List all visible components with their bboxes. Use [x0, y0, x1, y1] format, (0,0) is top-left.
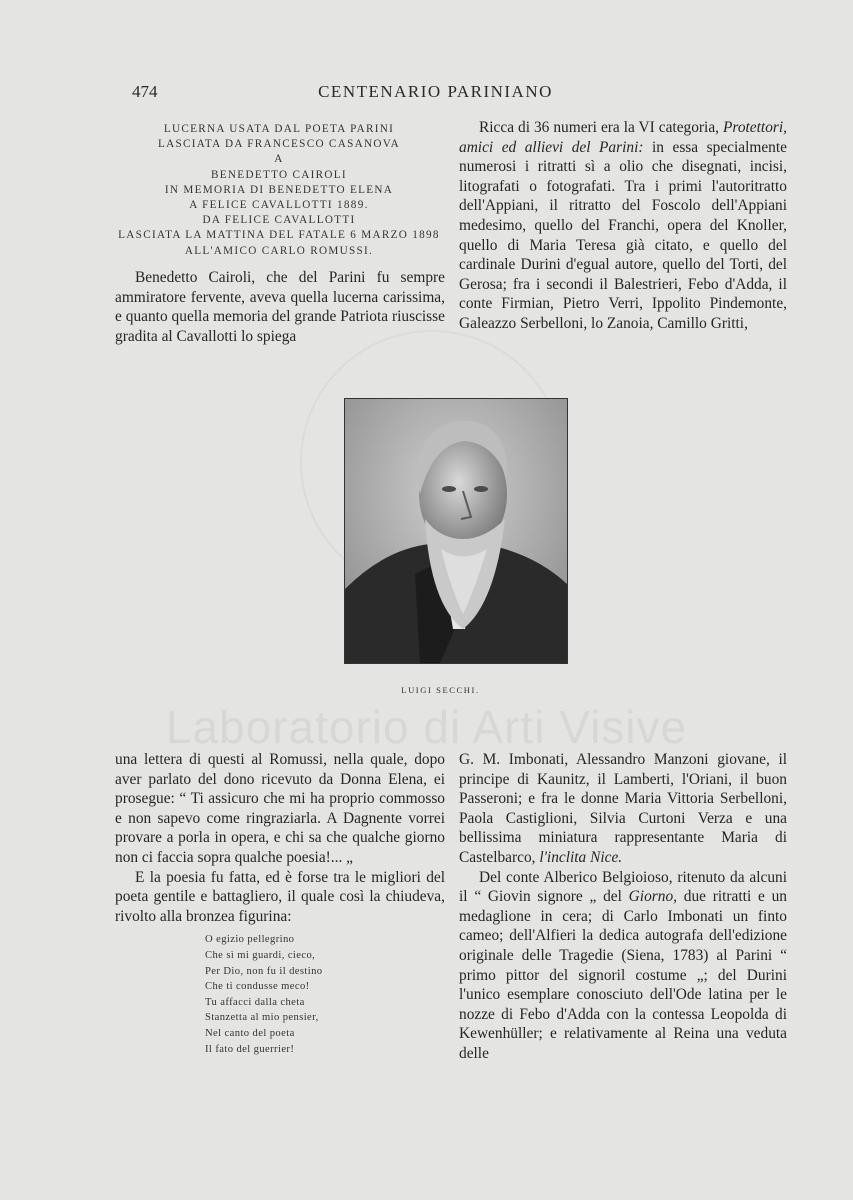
inscription-line: BENEDETTO CAIROLI	[211, 168, 347, 181]
paragraph	[459, 750, 787, 868]
inscription-line: A FELICE CAVALLOTTI 1889.	[189, 199, 369, 212]
italic-run: Protettori, amici ed allievi del Parini:	[459, 119, 787, 156]
text-run: Del conte Alberico Belgioioso, ritenuto da alcuni il “ Giovin signore „ del	[459, 868, 787, 906]
poem-line: Che ti condusse meco!	[205, 981, 310, 993]
inscription-line: A	[274, 153, 284, 166]
running-title: CENTENARIO PARINIANO	[318, 82, 553, 101]
portrait-caption: LUIGI SECCHI.	[401, 685, 480, 695]
page-header	[0, 82, 853, 106]
text-run: in essa specialmente numerosi i ritratti sì a olio che disegnati, incisi, litografati o fotografati. Tra i primi l'autoritratto dell'Appiani, il ritratto del Foscolo dell'Appiani medesimo, quello del Franchi, opera del Knoller, quello di Maria Teresa già citato, e quello del cardinale Durini d'egual autore, quello del Torti, del Gerosa; fra i secondi il Balestrieri, Febo d'Adda, il conte Firmian, Pietro Verri, Ippolito Pindemonte, Galeazzo Serbelloni, lo Zanoia, Camillo Gritti,	[459, 138, 787, 332]
paragraph	[459, 868, 787, 1064]
paragraph	[459, 118, 787, 334]
italic-run: Giorno,	[628, 888, 677, 906]
italic-run: l'inclita Nice.	[539, 848, 623, 866]
poem-line: Nel canto del poeta	[205, 1027, 295, 1039]
paragraph: Benedetto Cairoli, che del Parini fu sempre ammiratore fervente, aveva quella lucerna carissima, e quanto quella memoria del grande Patriota riuscisse gradita al Cavallotti lo spiega	[115, 269, 445, 345]
inscription-line: LASCIATA DA FRANCESCO CASANOVA	[157, 138, 401, 151]
text-run: G. M. Imbonati, Alessandro Manzoni giovane, il principe di Kaunitz, il Lamberti, l'Oriani, il buon Passeroni; e fra le donne Maria Vittoria Serbelloni, Paola Castiglioni, Silvia Curtoni Verza e una bellissima miniatura rappresentante Maria di Castelbarco,	[459, 751, 787, 866]
text-run: due ritratti e un medaglione in cera; di Carlo Imbonati un finto cameo; dell'Alfieri la dedica autografa dell'edizione originale delle Tragedie (Siena, 1783) al Parini “ primo pittor del signoril costume „; del Durini l'unico esemplare conosciuto dell'Ode latina per le nozze di Febo d'Adda con la contessa Leopolda di Kewenhüller; e relativamente al Reina una veduta delle	[459, 888, 787, 1062]
poem-line: Per Dio, non fu il destino	[205, 965, 323, 977]
paragraph: una lettera di questi al Romussi, nella quale, dopo aver parlato del dono ricevuto da Donna Elena, ei prosegue: “ Ti assicuro che mi ha proprio commosso e non sapevo come ringraziarla. A Dagnente vorrei provare a porla in opera, e chi sa che qualche giorno non ci faccia sopra qualche poesia!... „	[115, 751, 445, 866]
right-column-top	[459, 118, 787, 334]
inscription-line: ALL'AMICO CARLO ROMUSSI.	[184, 244, 374, 257]
right-column-bottom	[459, 750, 787, 1064]
inscription-line: LUCERNA USATA DAL POETA PARINI	[163, 123, 395, 135]
left-column-top	[115, 268, 445, 346]
inscription-block	[115, 122, 443, 259]
poem-line: O egizio pellegrino	[205, 934, 295, 946]
poem-line: Che sì mi guardi, cieco,	[205, 949, 316, 961]
watermark-text: Laboratorio di Arti Visive	[165, 701, 688, 753]
portrait-illustration	[345, 399, 567, 663]
inscription-line: IN MEMORIA DI BENEDETTO ELENA	[164, 183, 394, 196]
portrait-photo	[344, 398, 568, 664]
page-number: 474	[132, 82, 158, 101]
inscription-line: DA FELICE CAVALLOTTI	[202, 214, 356, 227]
poem	[205, 932, 445, 1057]
paragraph: E la poesia fu fatta, ed è forse tra le migliori del poeta gentile e battagliero, il quale così la chiudeva, rivolto alla bronzea figurina:	[115, 868, 445, 925]
left-column-bottom	[115, 750, 445, 1057]
poem-line: Il fato del guerrier!	[205, 1043, 295, 1055]
inscription-line: LASCIATA LA MATTINA DEL FATALE 6 MARZO 1898	[118, 229, 440, 242]
text-run: Ricca di 36 numeri era la VI categoria,	[479, 119, 720, 136]
poem-line: Stanzetta al mio pensier,	[205, 1012, 319, 1024]
poem-line: Tu affacci dalla cheta	[205, 996, 305, 1008]
